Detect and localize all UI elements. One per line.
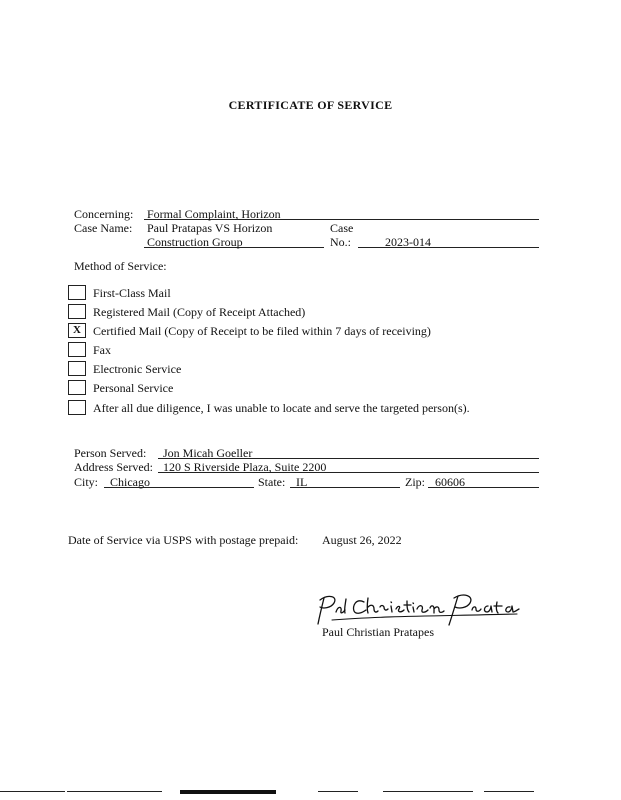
address-served-value: 120 S Riverside Plaza, Suite 2200: [163, 460, 327, 474]
state-underline: [290, 487, 400, 488]
checkbox-electronic[interactable]: [68, 361, 86, 376]
checkbox-unable[interactable]: [68, 400, 86, 415]
case-no-value: 2023-014: [385, 235, 431, 249]
method-of-service-label: Method of Service:: [74, 259, 167, 273]
person-served-value: Jon Micah Goeller: [163, 446, 253, 460]
address-served-label: Address Served:: [74, 460, 153, 474]
footer-rule: [180, 790, 276, 794]
footer-rule: [67, 791, 162, 792]
signer-name: Paul Christian Pratapes: [322, 625, 434, 639]
case-no-label-top: Case: [330, 221, 354, 235]
footer-rule: [484, 791, 534, 792]
option-label-registered: Registered Mail (Copy of Receipt Attached): [93, 305, 306, 319]
state-label: State:: [258, 475, 286, 489]
option-label-electronic: Electronic Service: [93, 362, 182, 376]
zip-underline: [428, 487, 539, 488]
checkbox-personal[interactable]: [68, 380, 86, 395]
concerning-label: Concerning:: [74, 207, 134, 221]
case-name-line2: Construction Group: [147, 235, 243, 249]
person-served-underline: [158, 458, 539, 459]
option-label-unable: After all due diligence, I was unable to locate and serve the targeted person(s).: [93, 401, 470, 415]
case-no-label-bottom: No.:: [330, 235, 351, 249]
case-name-underline: [144, 247, 324, 248]
zip-value: 60606: [435, 475, 465, 489]
option-label-fax: Fax: [93, 343, 111, 357]
checkbox-certified[interactable]: X: [68, 323, 86, 338]
footer-rule: [383, 791, 473, 792]
case-name-label: Case Name:: [74, 221, 133, 235]
case-no-underline: [358, 247, 539, 248]
concerning-underline: [144, 219, 539, 220]
person-served-label: Person Served:: [74, 446, 147, 460]
state-value: IL: [296, 475, 308, 489]
handwritten-signature: [312, 590, 522, 630]
option-label-certified: Certified Mail (Copy of Receipt to be filed within 7 days of receiving): [93, 324, 431, 338]
city-underline: [104, 487, 254, 488]
option-label-personal: Personal Service: [93, 381, 174, 395]
document-title: CERTIFICATE OF SERVICE: [228, 98, 393, 112]
zip-label: Zip:: [405, 475, 425, 489]
address-served-underline: [158, 472, 539, 473]
date-of-service-label: Date of Service via USPS with postage prepaid:: [68, 533, 299, 547]
date-of-service-value: August 26, 2022: [322, 533, 402, 547]
city-value: Chicago: [110, 475, 150, 489]
option-label-first-class: First-Class Mail: [93, 286, 171, 300]
footer-rule: [0, 791, 65, 792]
city-label: City:: [74, 475, 99, 489]
case-name-line1: Paul Pratapas VS Horizon: [147, 221, 273, 235]
concerning-value: Formal Complaint, Horizon: [147, 207, 281, 221]
checkbox-registered[interactable]: [68, 304, 86, 319]
checkbox-fax[interactable]: [68, 342, 86, 357]
checkbox-first-class[interactable]: [68, 285, 86, 300]
footer-rule: [318, 791, 358, 792]
